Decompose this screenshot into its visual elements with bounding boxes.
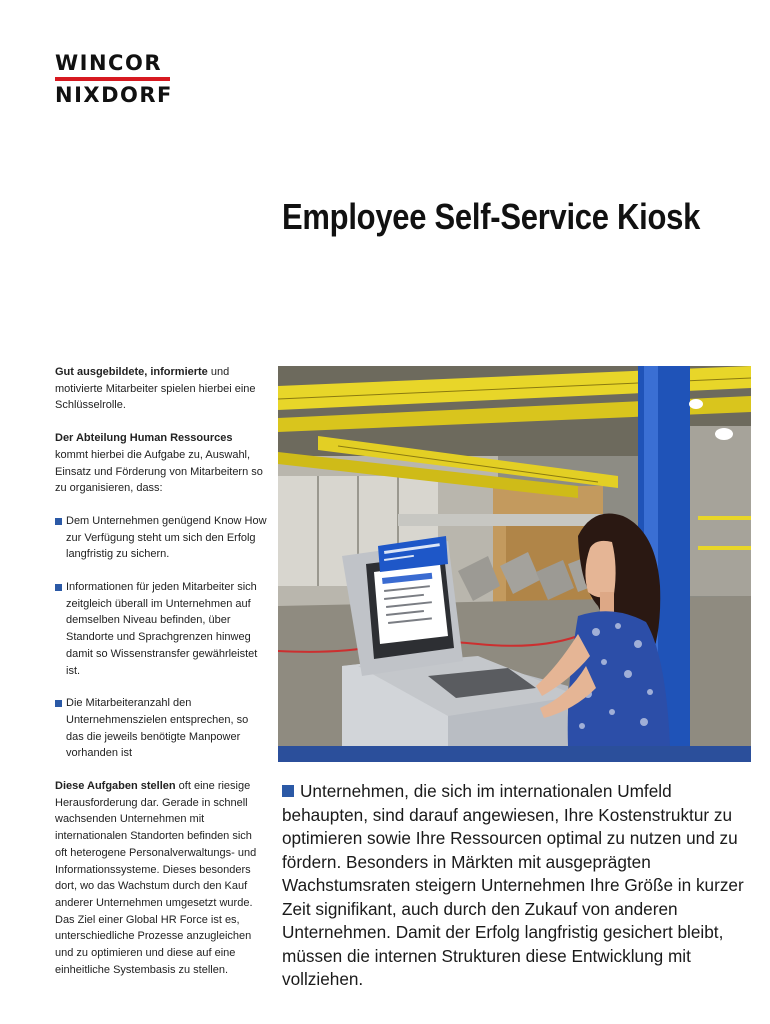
bullet-item [55, 513, 267, 563]
closing-text: oft eine riesige Herausforderung dar. Gerade in schnell wachsenden Unternehmen mit internationalen Standorten befinden sich oft heterogene Personalverwaltungs- und Informationssysteme. Dieses besonders dort, wo das Wachstum durch den Kauf anderer Unternehmen umgesetzt wurde. Das Ziel einer Global HR Force ist es, unterschiedliche Prozesse anzugleichen und zu optimieren und diese auf eine einheitliche Systembasis zu stellen. [55, 780, 257, 976]
bullet-item [55, 579, 267, 679]
wincor-nixdorf-logo [55, 51, 173, 107]
main-bullet-square-icon [282, 785, 294, 797]
kiosk-photo-illustration [278, 366, 751, 746]
main-paragraph [282, 780, 752, 992]
logo-line-1: WINCOR [55, 51, 162, 75]
kiosk-photo [278, 366, 751, 746]
bullet-square-icon [55, 700, 62, 707]
closing-paragraph [55, 778, 267, 978]
intro-2-bold: Der Abteilung Human Ressources [55, 432, 233, 445]
left-column [55, 364, 267, 979]
bullet-text: Informationen für jeden Mitarbeiter sich zeitgleich überall im Unternehmen auf demselben Niveau befinden, über Standorte und Sprachgrenzen hinweg damit so Wissenstransfer gewährleistet ist. [66, 581, 258, 677]
bullet-item [55, 695, 267, 762]
intro-1-bold: Gut ausgebildete, informierte [55, 366, 208, 378]
logo-red-bar [55, 77, 170, 81]
closing-bold: Diese Aufgaben stellen [55, 780, 176, 793]
bullet-square-icon [55, 584, 62, 591]
intro-paragraph-1 [55, 364, 267, 414]
bullet-text: Dem Unternehmen genügend Know How zur Verfügung steht um sich den Erfolg langfristig zu sichern. [66, 514, 267, 561]
logo-line-2: NIXDORF [55, 83, 173, 107]
page-title: Employee Self-Service Kiosk [282, 196, 701, 237]
bullet-square-icon [55, 518, 62, 525]
photo-accent-bar [278, 746, 751, 762]
intro-paragraph-2 [55, 430, 267, 497]
bullet-text: Die Mitarbeiteranzahl den Unternehmenszielen entsprechen, so das die jeweils benötigte Manpower vorhanden ist [66, 697, 249, 760]
main-paragraph-text: Unternehmen, die sich im internationalen Umfeld behaupten, sind darauf angewiesen, Ihre Kostenstruktur zu optimieren sowie Ihre Ressourcen optimal zu nutzen und zu fördern. Besonders in Märkten mit ausgeprägten Wachstumsraten steigern Unternehmen Ihre Größe in kurzer Zeit signifikant, auch durch den Zukauf von anderen Unternehmen. Damit der Erfolg langfristig gesichert bleibt, müssen die internen Strukturen diese Entwicklung mit vollziehen. [282, 781, 744, 989]
intro-2-text: kommt hierbei die Aufgabe zu, Auswahl, Einsatz und Förderung von Mitarbeitern so zu organisieren, dass: [55, 448, 263, 495]
intro-1-text: und motivierte Mitarbeiter spielen hierbei eine Schlüsselrolle. [55, 366, 256, 412]
